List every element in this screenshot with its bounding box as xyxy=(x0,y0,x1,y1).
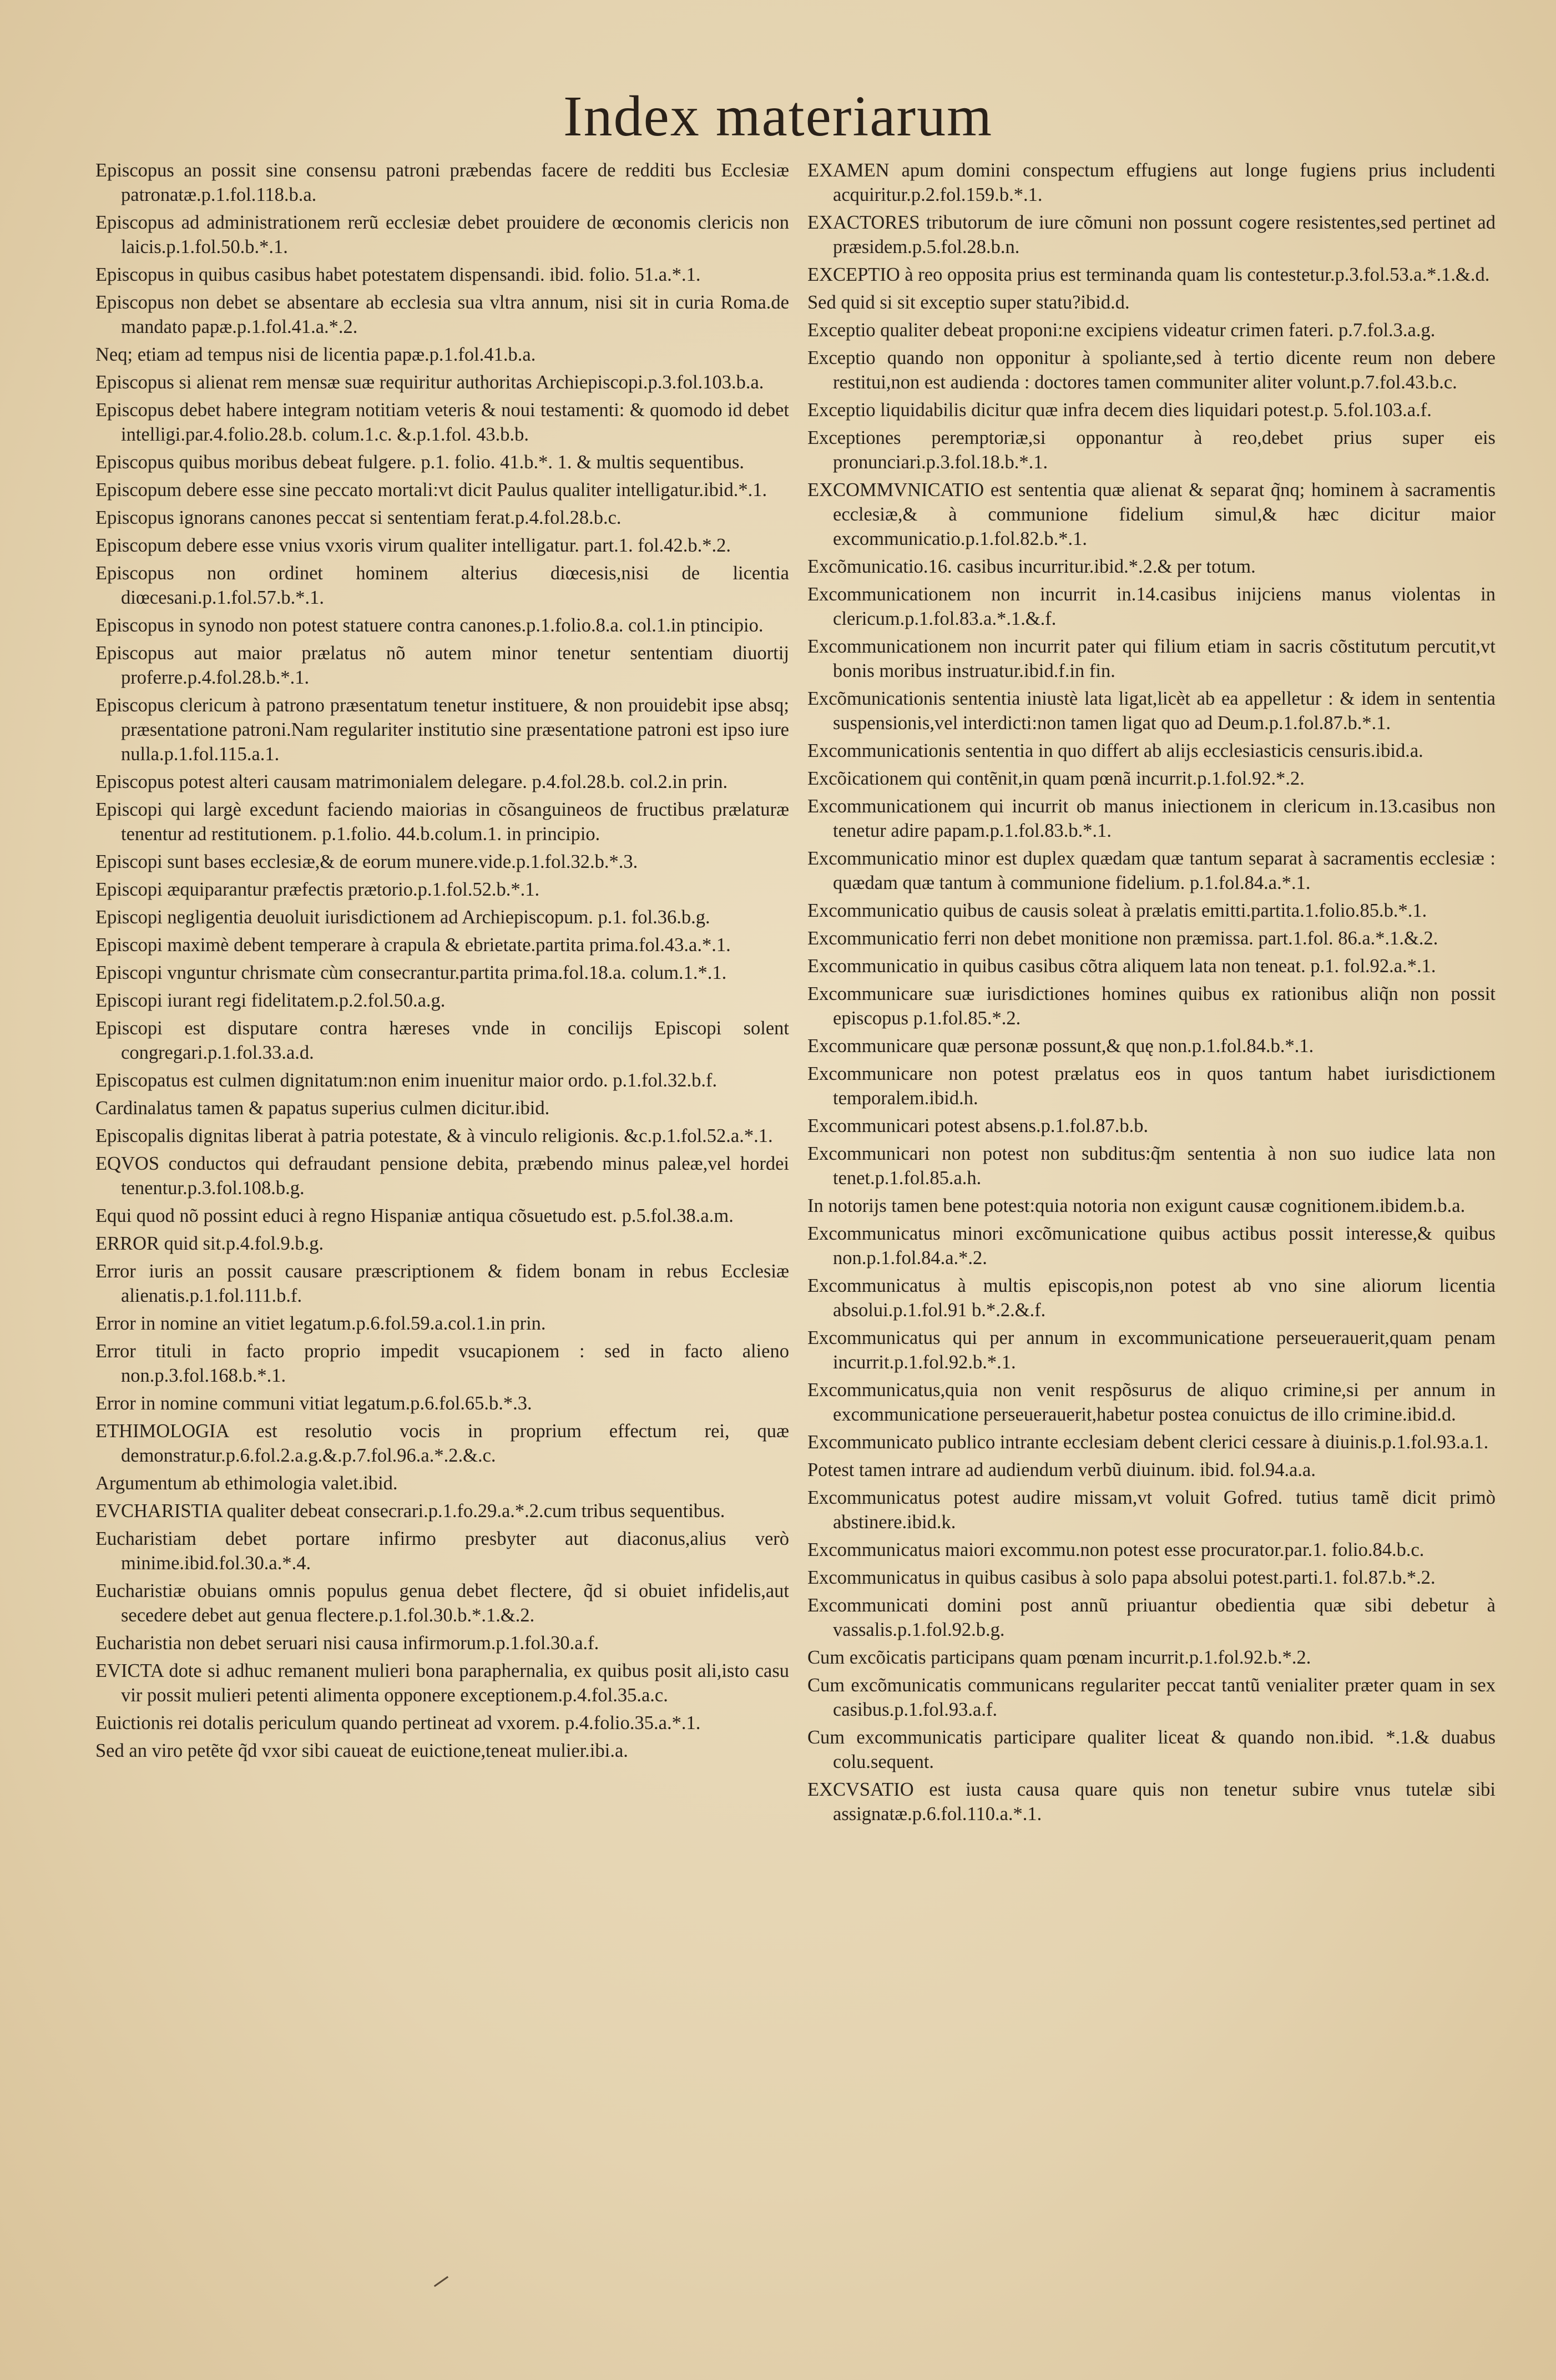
index-entry: Argumentum ab ethimologia valet.ibid. xyxy=(95,1473,398,1494)
index-entry: Episcopi est disputare contra hæreses vnde in concilijs Episcopi solent congregari.p.1.fol.33.a.d. xyxy=(95,1018,789,1063)
index-entry: Excõmunicationis sententia iniustè lata ligat,licèt ab ea appelletur : & idem in sententia suspensionis,vel interdicti:non tamen ligat quo ad Deum.p.1.fol.87.b.*.1. xyxy=(807,688,1496,734)
index-entry: Episcopus ad administrationem rerũ ecclesiæ debet prouidere de œconomis clericis non laicis.p.1.fol.50.b.*.1. xyxy=(95,212,789,257)
index-entry: In notorijs tamen bene potest:quia notoria non exigunt causæ cognitionem.ibidem.b.a. xyxy=(807,1195,1466,1216)
index-entry: Cum excõicatis participans quam pœnam incurrit.p.1.fol.92.b.*.2. xyxy=(807,1647,1311,1668)
index-entry: Exceptio qualiter debeat proponi:ne excipiens videatur crimen fateri. p.7.fol.3.a.g. xyxy=(807,320,1436,341)
index-entry: Eucharistia non debet seruari nisi causa infirmorum.p.1.fol.30.a.f. xyxy=(95,1633,599,1654)
index-entry: Excommunicatio minor est duplex quædam quæ tantum separat à sacramentis ecclesiæ : quædam quæ tantum à communione fidelium. p.1.fol.84.a.*.1. xyxy=(807,848,1496,893)
index-entry: Exceptiones peremptoriæ,si opponantur à reo,debet prius super eis pronunciari.p.3.fol.18.b.*.1. xyxy=(807,427,1496,473)
index-entry: Episcopus non debet se absentare ab ecclesia sua vltra annum, nisi sit in curia Roma.de mandato papæ.p.1.fol.41.a.*.2. xyxy=(95,292,789,337)
index-entry: Excommunicationem qui incurrit ob manus iniectionem in clericum in.13.casibus non tenetur adire papam.p.1.fol.83.b.*.1. xyxy=(807,796,1496,841)
index-entry: EVCHARISTIA qualiter debeat consecrari.p.1.fo.29.a.*.2.cum tribus sequentibus. xyxy=(95,1500,725,1522)
right-column xyxy=(807,158,1496,2300)
index-entry: Excommunicare suæ iurisdictiones homines quibus ex rationibus aliq̃n non possit episcopus p.1.fol.85.*.2. xyxy=(807,983,1496,1029)
index-entry: Excommunicati domini post annũ priuantur obedientia quæ sibi debetur à vassalis.p.1.fol.92.b.g. xyxy=(807,1595,1496,1640)
index-entry: Cum excõmunicatis communicans regulariter peccat tantũ venialiter præter quam in sex casibus.p.1.fol.93.a.f. xyxy=(807,1675,1496,1720)
index-entry: Episcopi sunt bases ecclesiæ,& de eorum munere.vide.p.1.fol.32.b.*.3. xyxy=(95,851,638,872)
index-entry: Episcopus ignorans canones peccat si sententiam ferat.p.4.fol.28.b.c. xyxy=(95,507,622,528)
index-entry: Episcopus potest alteri causam matrimonialem delegare. p.4.fol.28.b. col.2.in prin. xyxy=(95,771,728,792)
index-entry: Episcopi negligentia deuoluit iurisdictionem ad Archiepiscopum. p.1. fol.36.b.g. xyxy=(95,907,710,928)
index-entry: Error iuris an possit causare præscriptionem & fidem bonam in rebus Ecclesiæ alienatis.p.1.fol.111.b.f. xyxy=(95,1261,789,1306)
index-entry: Episcopum debere esse sine peccato mortali:vt dicit Paulus qualiter intelligatur.ibid.*.1. xyxy=(95,479,767,501)
index-entry: Eucharistiam debet portare infirmo presbyter aut diaconus,alius verò minime.ibid.fol.30.a.*.4. xyxy=(95,1528,789,1574)
index-entry: Neq; etiam ad tempus nisi de licentia papæ.p.1.fol.41.b.a. xyxy=(95,344,536,365)
index-entry: Exceptio liquidabilis dicitur quæ infra decem dies liquidari potest.p. 5.fol.103.a.f. xyxy=(807,400,1432,421)
index-entry: Excommunicationis sententia in quo differt ab alijs ecclesiasticis censuris.ibid.a. xyxy=(807,740,1423,761)
index-entry: Excommunicatus in quibus casibus à solo papa absolui potest.parti.1. fol.87.b.*.2. xyxy=(807,1567,1436,1588)
index-entry: ETHIMOLOGIA est resolutio vocis in proprium effectum rei, quæ demonstratur.p.6.fol.2.a.g.&.p.7.fol.96.a.*.2.&.c. xyxy=(95,1421,789,1466)
index-entry: Excommunicari potest absens.p.1.fol.87.b.b. xyxy=(807,1115,1149,1136)
index-entry: EXAMEN apum domini conspectum effugiens aut longe fugiens prius includenti acquiritur.p.2.fol.159.b.*.1. xyxy=(807,160,1496,205)
page-title: Index materiarum xyxy=(563,84,993,148)
index-entry: Eucharistiæ obuians omnis populus genua debet flectere, q̃d si obuiet infidelis,aut secedere debet aut genua flectere.p.1.fol.30.b.*.1.&.2. xyxy=(95,1580,789,1626)
index-entry: Episcopi vnguntur chrismate cùm consecrantur.partita prima.fol.18.a. colum.1.*.1. xyxy=(95,962,727,983)
index-entry: Excommunicatus minori excõmunicatione quibus actibus possit interesse,& quibus non.p.1.fol.84.a.*.2. xyxy=(807,1223,1496,1269)
index-entry: Episcopus in synodo non potest statuere contra canones.p.1.folio.8.a. col.1.in ptincipio. xyxy=(95,615,764,636)
index-entry: Episcopus aut maior prælatus nõ autem minor tenetur sententiam diuortij proferre.p.4.fol.28.b.*.1. xyxy=(95,643,789,688)
index-entry: Excommunicato publico intrante ecclesiam debent clerici cessare à diuinis.p.1.fol.93.a.1. xyxy=(807,1432,1489,1453)
index-entry: EXCEPTIO à reo opposita prius est terminanda quam lis contestetur.p.3.fol.53.a.*.1.&.d. xyxy=(807,264,1490,285)
index-entry: Episcopalis dignitas liberat à patria potestate, & à vinculo religionis. &c.p.1.fol.52.a.*.1. xyxy=(95,1125,773,1146)
index-entry: Excommunicationem non incurrit in.14.casibus inijciens manus violentas in clericum.p.1.fol.83.a.*.1.&.f. xyxy=(807,584,1496,629)
index-entry: Error tituli in facto proprio impedit vsucapionem : sed in facto alieno non.p.3.fol.168.b.*.1. xyxy=(95,1341,789,1386)
index-entry: Excommunicatus à multis episcopis,non potest ab vno sine aliorum licentia absolui.p.1.fol.91 b.*.2.&.f. xyxy=(807,1275,1496,1321)
index-entry: Excommunicare non potest prælatus eos in quos tantum habet iurisdictionem temporalem.ibid.h. xyxy=(807,1063,1496,1109)
index-entry: Excommunicatus maiori excommu.non potest esse procurator.par.1. folio.84.b.c. xyxy=(807,1539,1424,1560)
index-entry: Cum excommunicatis participare qualiter liceat & quando non.ibid. *.1.& duabus colu.sequent. xyxy=(807,1727,1496,1772)
index-entry: Episcopus non ordinet hominem alterius diœcesis,nisi de licentia diœcesani.p.1.fol.57.b.*.1. xyxy=(95,563,789,608)
index-entry: EVICTA dote si adhuc remanent mulieri bona paraphernalia, ex quibus posit ali,isto casu vir possit mulieri petenti alimenta opponere exceptionem.p.4.fol.35.a.c. xyxy=(95,1660,789,1706)
index-entry: Excommunicare quæ personæ possunt,& quę non.p.1.fol.84.b.*.1. xyxy=(807,1035,1314,1057)
index-entry: Episcopus quibus moribus debeat fulgere. p.1. folio. 41.b.*. 1. & multis sequentibus. xyxy=(95,452,745,473)
index-entry: Episcopi iurant regi fidelitatem.p.2.fol.50.a.g. xyxy=(95,990,446,1011)
index-entry: Episcopi qui largè excedunt faciendo maiorias in cõsanguineos de fructibus prælaturæ tenentur ad restitutionem. p.1.folio. 44.b.colum.1. in principio. xyxy=(95,799,789,845)
index-entry: Episcopus an possit sine consensu patroni præbendas facere de redditi bus Ecclesiæ patronatæ.p.1.fol.118.b.a. xyxy=(95,160,789,205)
index-entry: Excommunicationem non incurrit pater qui filium etiam in sacris cõstitutum percutit,vt bonis moribus instruatur.ibid.f.in fin. xyxy=(807,636,1496,681)
index-entry: Episcopus in quibus casibus habet potestatem dispensandi. ibid. folio. 51.a.*.1. xyxy=(95,264,701,285)
index-entry: Excommunicatio quibus de causis soleat à prælatis emitti.partita.1.folio.85.b.*.1. xyxy=(807,900,1427,921)
index-entry: Sed quid si sit exceptio super statu?ibid.d. xyxy=(807,292,1130,313)
index-entry: Equi quod nõ possint educi à regno Hispaniæ antiqua cõsuetudo est. p.5.fol.38.a.m. xyxy=(95,1205,734,1226)
index-entry: EXACTORES tributorum de iure cõmuni non possunt cogere resistentes,sed pertinet ad præsidem.p.5.fol.28.b.n. xyxy=(807,212,1496,257)
index-entry: EXCOMMVNICATIO est sententia quæ alienat & separat q̃nq; hominem à sacramentis ecclesiæ,& à communione fidelium simul,& hæc dicitur maior excommunicatio.p.1.fol.82.b.*.1. xyxy=(807,479,1496,549)
index-entry: Excommunicari non potest non subditus:q̃m sententia à non suo iudice lata non tenet.p.1.fol.85.a.h. xyxy=(807,1143,1496,1189)
index-entry: Excommunicatio ferri non debet monitione non præmissa. part.1.fol. 86.a.*.1.&.2. xyxy=(807,928,1438,949)
index-entry: Episcopus si alienat rem mensæ suæ requiritur authoritas Archiepiscopi.p.3.fol.103.b.a. xyxy=(95,372,764,393)
left-column xyxy=(95,158,789,2300)
index-entry: Excommunicatio in quibus casibus cõtra aliquem lata non teneat. p.1. fol.92.a.*.1. xyxy=(807,956,1436,977)
index-entry: Error in nomine communi vitiat legatum.p.6.fol.65.b.*.3. xyxy=(95,1393,532,1414)
index-entry: Episcopatus est culmen dignitatum:non enim inuenitur maior ordo. p.1.fol.32.b.f. xyxy=(95,1070,718,1091)
index-entry: EXCVSATIO est iusta causa quare quis non tenetur subire vnus tutelæ sibi assignatæ.p.6.fol.110.a.*.1. xyxy=(807,1779,1496,1825)
index-entry: Excommunicatus,quia non venit respõsurus de aliquo crimine,si per annum in excommunicatione perseuerauerit,habetur postea conuictus de illo crimine.ibid.d. xyxy=(807,1380,1496,1425)
index-entry: Sed an viro petẽte q̃d vxor sibi caueat de euictione,teneat mulier.ibi.a. xyxy=(95,1740,628,1761)
index-entry: Episcopi maximè debent temperare à crapula & ebrietate.partita prima.fol.43.a.*.1. xyxy=(95,934,731,956)
index-entry: EQVOS conductos qui defraudant pensione debita, præbendo minus paleæ,vel hordei tenentur.p.3.fol.108.b.g. xyxy=(95,1153,789,1199)
index-entry: Cardinalatus tamen & papatus superius culmen dicitur.ibid. xyxy=(95,1098,550,1119)
index-entry: Episcopum debere esse vnius vxoris virum qualiter intelligatur. part.1. fol.42.b.*.2. xyxy=(95,535,731,556)
index-entry: Episcopus clericum à patrono præsentatum tenetur instituere, & non prouidebit ipse absq; præsentatione patroni.Nam regulariter institutio sine præsentatione patroni est ipso iure nulla.p.1.fol.115.a.1. xyxy=(95,695,789,765)
index-entry: Error in nomine an vitiet legatum.p.6.fol.59.a.col.1.in prin. xyxy=(95,1313,546,1334)
index-entry: Exceptio quando non opponitur à spoliante,sed à tertio dicente reum non debere restitui,non est audienda : doctores tamen communiter aliter volunt.p.7.fol.43.b.c. xyxy=(807,347,1496,393)
index-entry: Excommunicatus potest audire missam,vt voluit Gofred. tutius tamẽ dicit primò abstinere.ibid.k. xyxy=(807,1487,1496,1533)
index-entry: Excõicationem qui contẽnit,in quam pœnã incurrit.p.1.fol.92.*.2. xyxy=(807,768,1305,789)
index-entry: Euictionis rei dotalis periculum quando pertineat ad vxorem. p.4.folio.35.a.*.1. xyxy=(95,1712,701,1734)
index-entry: Potest tamen intrare ad audiendum verbũ diuinum. ibid. fol.94.a.a. xyxy=(807,1459,1316,1480)
index-entry: Episcopi æquiparantur præfectis prætorio.p.1.fol.52.b.*.1. xyxy=(95,879,540,900)
index-entry: Episcopus debet habere integram notitiam veteris & noui testamenti: & quomodo id debet intelligi.par.4.folio.28.b. colum.1.c. &.p.1.fol. 43.b.b. xyxy=(95,400,789,445)
index-entry: Excõmunicatio.16. casibus incurritur.ibid.*.2.& per totum. xyxy=(807,556,1256,577)
index-entry: ERROR quid sit.p.4.fol.9.b.g. xyxy=(95,1233,324,1254)
index-entry: Excommunicatus qui per annum in excommunicatione perseuerauerit,quam penam incurrit.p.1.fol.92.b.*.1. xyxy=(807,1327,1496,1373)
